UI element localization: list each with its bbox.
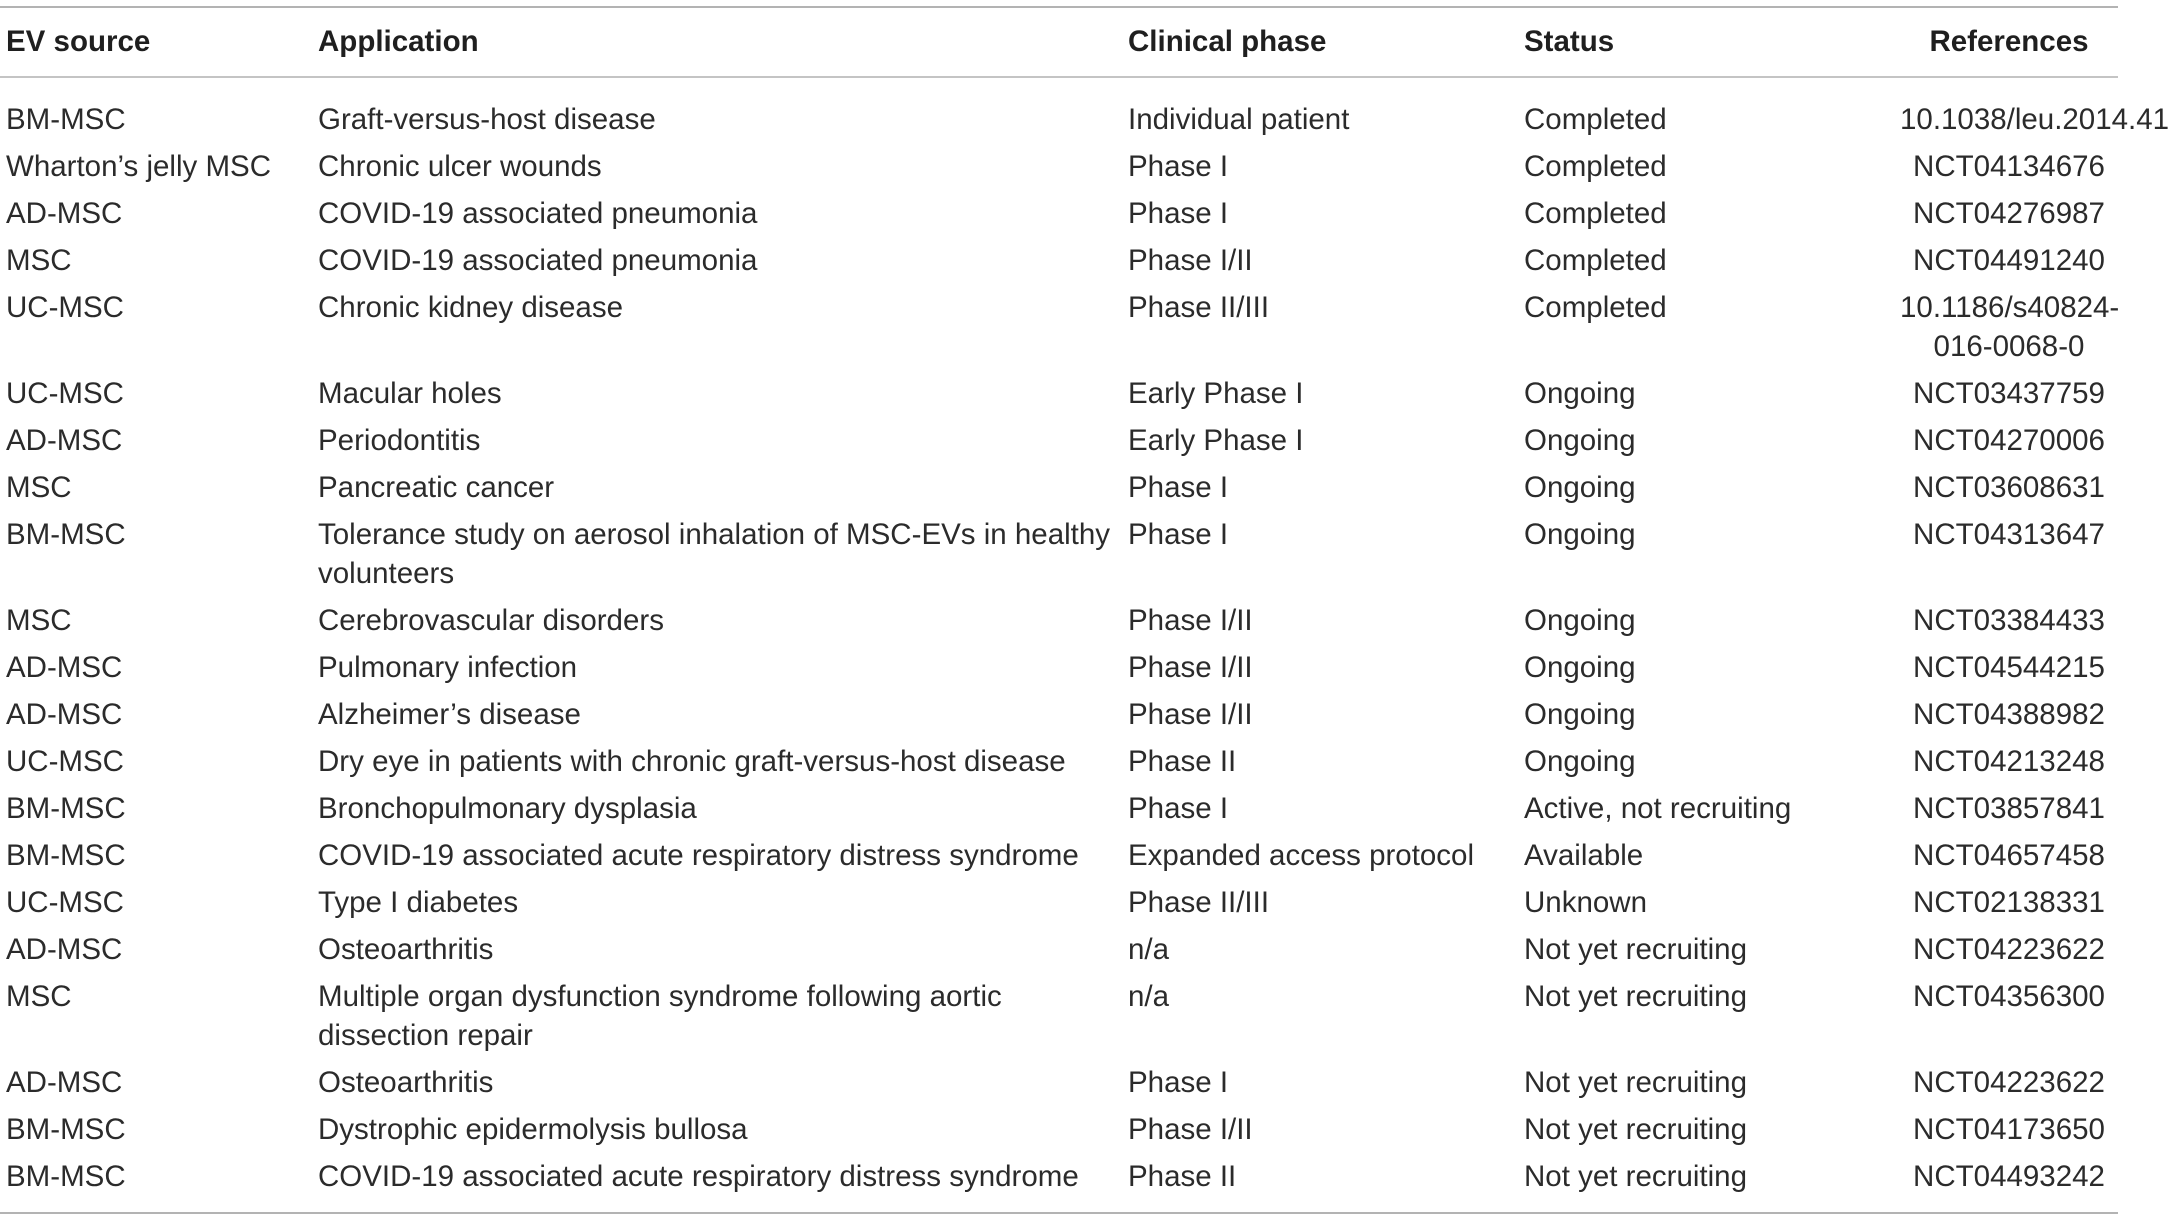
cell-status: Ongoing [1524,745,1636,778]
cell-status: Completed [1524,291,1667,324]
cell-application: Chronic ulcer wounds [318,150,602,183]
cell-references: NCT04356300 [1913,980,2105,1013]
cell-clinical-phase: Phase I/II [1128,698,1253,731]
cell-references: NCT04223622 [1913,1066,2105,1099]
table-row [0,973,2118,1059]
cell-application: Cerebrovascular disorders [318,604,664,637]
cell-clinical-phase: n/a [1128,933,1170,966]
cell-clinical-phase: Phase I/II [1128,604,1253,637]
cell-clinical-phase: Phase I/II [1128,651,1253,684]
cell-references: NCT04270006 [1913,424,2105,457]
cell-references: NCT04213248 [1913,745,2105,778]
cell-ev-source: MSC [6,604,72,637]
cell-application: Bronchopulmonary dysplasia [318,792,697,825]
cell-references: NCT04173650 [1913,1113,2105,1146]
cell-status: Ongoing [1524,471,1636,504]
cell-ev-source: AD-MSC [6,698,123,731]
cell-references: NCT04313647 [1913,518,2105,551]
cell-clinical-phase: Phase I [1128,518,1229,551]
cell-application: Dystrophic epidermolysis bullosa [318,1113,748,1146]
cell-ev-source: BM-MSC [6,1160,126,1193]
table-row [0,1106,2118,1153]
table-row [0,237,2118,284]
table-row [0,190,2118,237]
cell-application: Pancreatic cancer [318,471,555,504]
cell-status: Not yet recruiting [1524,1066,1747,1099]
cell-ev-source: UC-MSC [6,886,124,919]
cell-ev-source: Wharton’s jelly MSC [6,150,272,183]
cell-status: Ongoing [1524,377,1636,410]
cell-clinical-phase: Phase II [1128,745,1237,778]
table-row [0,1153,2118,1200]
cell-application: COVID-19 associated pneumonia [318,244,758,277]
cell-application: Alzheimer’s disease [318,698,581,731]
cell-ev-source: MSC [6,471,72,504]
cell-status: Not yet recruiting [1524,1160,1747,1193]
cell-application: Periodontitis [318,424,481,457]
cell-application: Tolerance study on aerosol inhalation of MSC-EVs in healthy volunteers [318,518,1111,590]
table-row [0,785,2118,832]
cell-clinical-phase: Early Phase I [1128,377,1304,410]
cell-references: NCT04493242 [1913,1160,2105,1193]
cell-clinical-phase: Early Phase I [1128,424,1304,457]
cell-references: NCT04134676 [1913,150,2105,183]
cell-ev-source: AD-MSC [6,424,123,457]
table-row [0,143,2118,190]
cell-clinical-phase: n/a [1128,980,1170,1013]
cell-status: Active, not recruiting [1524,792,1792,825]
cell-ev-source: UC-MSC [6,291,124,324]
cell-ev-source: BM-MSC [6,839,126,872]
table-row [0,644,2118,691]
cell-ev-source: UC-MSC [6,377,124,410]
cell-status: Ongoing [1524,604,1636,637]
cell-ev-source: MSC [6,244,72,277]
cell-clinical-phase: Phase I [1128,197,1229,230]
cell-status: Completed [1524,197,1667,230]
cell-status: Ongoing [1524,518,1636,551]
cell-application: Osteoarthritis [318,1066,494,1099]
header-references: References [1894,8,2118,77]
header-row [0,8,2118,77]
cell-ev-source: BM-MSC [6,518,126,551]
table-row [0,597,2118,644]
cell-ev-source: MSC [6,980,72,1013]
cell-references: NCT03437759 [1913,377,2105,410]
cell-clinical-phase: Individual patient [1128,103,1350,136]
cell-status: Not yet recruiting [1524,1113,1747,1146]
header-ev-source: EV source [0,8,312,77]
header-status: Status [1518,8,1894,77]
cell-status: Unknown [1524,886,1647,919]
table-row [0,370,2118,417]
header-clinical-phase: Clinical phase [1122,8,1518,77]
cell-application: COVID-19 associated acute respiratory distress syndrome [318,839,1079,872]
table-row [0,511,2118,597]
cell-ev-source: BM-MSC [6,103,126,136]
cell-application: Pulmonary infection [318,651,578,684]
cell-clinical-phase: Phase I [1128,471,1229,504]
cell-references: NCT03608631 [1913,471,2105,504]
cell-clinical-phase: Phase I [1128,792,1229,825]
table-row [0,691,2118,738]
cell-application: Dry eye in patients with chronic graft-versus-host disease [318,745,1066,778]
cell-application: Osteoarthritis [318,933,494,966]
cell-application: Macular holes [318,377,502,410]
cell-references: NCT04223622 [1913,933,2105,966]
cell-status: Completed [1524,103,1667,136]
cell-references: NCT04544215 [1913,651,2105,684]
cell-application: Chronic kidney disease [318,291,623,324]
table-row [0,417,2118,464]
table-row [0,1059,2118,1106]
cell-ev-source: AD-MSC [6,933,123,966]
cell-references: NCT03384433 [1913,604,2105,637]
cell-application: Type I diabetes [318,886,519,919]
cell-references: NCT04657458 [1913,839,2105,872]
cell-clinical-phase: Phase I [1128,150,1229,183]
cell-ev-source: AD-MSC [6,1066,123,1099]
table-row [0,284,2118,370]
cell-references: NCT03857841 [1913,792,2105,825]
cell-clinical-phase: Phase I/II [1128,244,1253,277]
cell-status: Ongoing [1524,651,1636,684]
cell-references: 10.1186/s40824-016-0068-0 [1900,291,2120,363]
table-row [0,77,2118,143]
cell-references: NCT02138331 [1913,886,2105,919]
cell-status: Not yet recruiting [1524,933,1747,966]
table-row [0,738,2118,785]
cell-application: COVID-19 associated acute respiratory distress syndrome [318,1160,1079,1193]
cell-status: Completed [1524,244,1667,277]
cell-ev-source: BM-MSC [6,1113,126,1146]
cell-ev-source: AD-MSC [6,651,123,684]
cell-clinical-phase: Phase II [1128,1160,1237,1193]
cell-ev-source: UC-MSC [6,745,124,778]
cell-clinical-phase: Phase II/III [1128,886,1270,919]
table-row [0,832,2118,879]
table-bottom-rule [0,1212,2118,1214]
table-header [0,8,2118,77]
cell-references: 10.1038/leu.2014.41 [1900,103,2169,136]
cell-application: Multiple organ dysfunction syndrome following aortic dissection repair [318,980,1002,1052]
table-body [0,77,2169,1200]
table-row [0,464,2118,511]
cell-status: Ongoing [1524,424,1636,457]
cell-clinical-phase: Phase I/II [1128,1113,1253,1146]
clinical-trials-table [0,8,2169,1200]
cell-clinical-phase: Phase I [1128,1066,1229,1099]
cell-references: NCT04491240 [1913,244,2105,277]
table-row [0,879,2118,926]
cell-status: Ongoing [1524,698,1636,731]
cell-ev-source: AD-MSC [6,197,123,230]
cell-application: COVID-19 associated pneumonia [318,197,758,230]
cell-clinical-phase: Phase II/III [1128,291,1270,324]
header-application: Application [312,8,1122,77]
cell-status: Completed [1524,150,1667,183]
cell-ev-source: BM-MSC [6,792,126,825]
cell-references: NCT04388982 [1913,698,2105,731]
cell-references: NCT04276987 [1913,197,2105,230]
cell-application: Graft-versus-host disease [318,103,656,136]
cell-clinical-phase: Expanded access protocol [1128,839,1475,872]
cell-status: Not yet recruiting [1524,980,1747,1013]
cell-status: Available [1524,839,1644,872]
table-row [0,926,2118,973]
